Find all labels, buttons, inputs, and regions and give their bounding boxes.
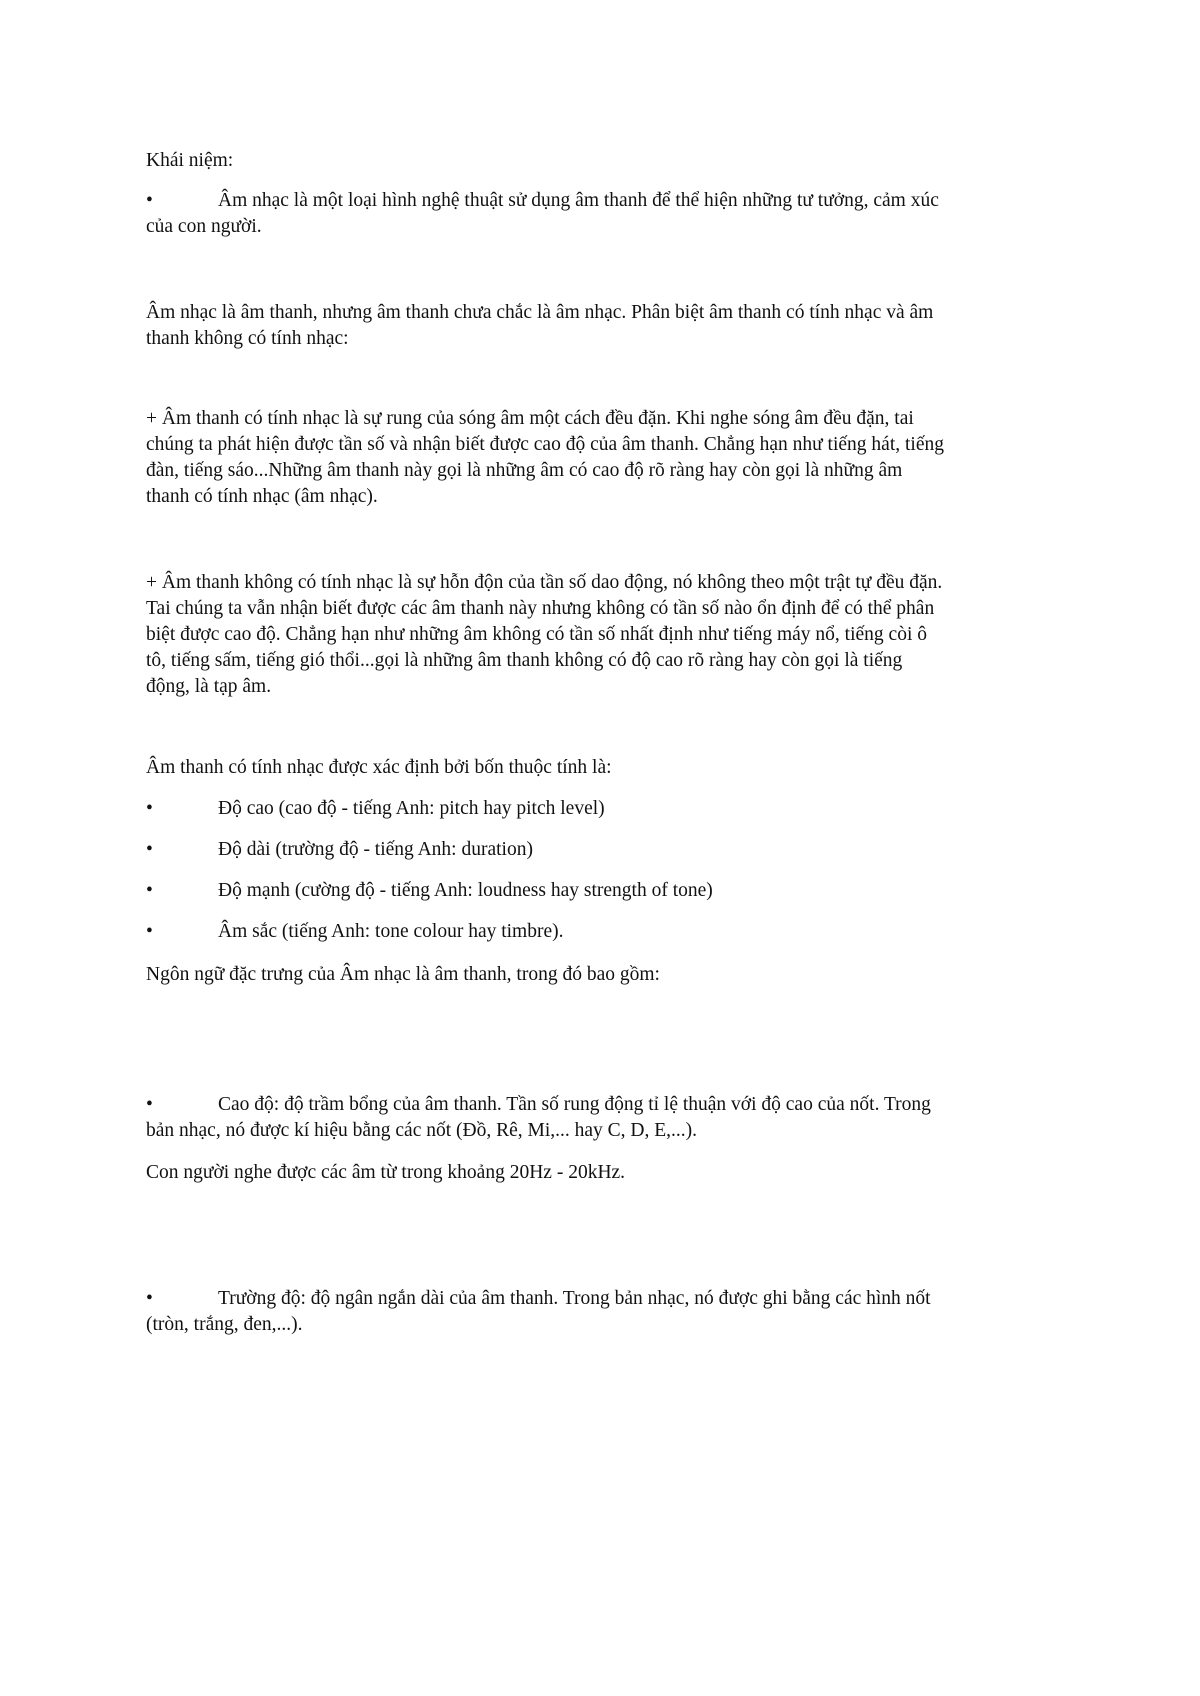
property-item-duration: Độ dài (trường độ - tiếng Anh: duration) <box>218 839 533 860</box>
non-musical-sound-line-4: tô, tiếng sấm, tiếng gió thổi...gọi là những âm thanh không có độ cao rõ ràng hay còn gọi là tiếng <box>146 650 903 671</box>
bullet-marker: • <box>146 839 153 860</box>
distinction-line-2: thanh không có tính nhạc: <box>146 328 349 349</box>
definition-line-1: Âm nhạc là một loại hình nghệ thuật sử dụng âm thanh để thể hiện những tư tưởng, cảm xúc <box>218 190 939 211</box>
property-item-pitch: Độ cao (cao độ - tiếng Anh: pitch hay pitch level) <box>218 798 605 819</box>
musical-sound-line-1: + Âm thanh có tính nhạc là sự rung của sóng âm một cách đều đặn. Khi nghe sóng âm đều đặn, tai <box>146 408 914 429</box>
property-item-timbre: Âm sắc (tiếng Anh: tone colour hay timbre). <box>218 921 564 942</box>
distinction-line-1: Âm nhạc là âm thanh, nhưng âm thanh chưa chắc là âm nhạc. Phân biệt âm thanh có tính nhạc và âm <box>146 302 934 323</box>
non-musical-sound-line-5: động, là tạp âm. <box>146 676 272 697</box>
bullet-marker: • <box>146 921 153 942</box>
non-musical-sound-line-2: Tai chúng ta vẫn nhận biết được các âm thanh này nhưng không có tần số nào ổn định để có thể phân <box>146 598 935 619</box>
duration-item-line-2: (tròn, trắng, đen,...). <box>146 1314 303 1335</box>
bullet-marker: • <box>146 190 153 211</box>
musical-sound-line-4: thanh có tính nhạc (âm nhạc). <box>146 486 378 507</box>
properties-intro: Âm thanh có tính nhạc được xác định bởi bốn thuộc tính là: <box>146 757 612 778</box>
pitch-item-line-1: Cao độ: độ trầm bổng của âm thanh. Tần số rung động tỉ lệ thuận với độ cao của nốt. Trong <box>218 1094 931 1115</box>
duration-item-line-1: Trường độ: độ ngân ngắn dài của âm thanh. Trong bản nhạc, nó được ghi bằng các hình nốt <box>218 1288 931 1309</box>
pitch-item-line-2: bản nhạc, nó được kí hiệu bằng các nốt (Đồ, Rê, Mi,... hay C, D, E,...). <box>146 1120 698 1141</box>
musical-sound-line-2: chúng ta phát hiện được tần số và nhận biết được cao độ của âm thanh. Chẳng hạn như tiếng hát, tiếng <box>146 434 944 455</box>
non-musical-sound-line-3: biệt được cao độ. Chẳng hạn như những âm không có tần số nhất định như tiếng máy nổ, tiếng còi ô <box>146 624 927 645</box>
definition-line-2: của con người. <box>146 216 262 237</box>
bullet-marker: • <box>146 798 153 819</box>
bullet-marker: • <box>146 880 153 901</box>
hearing-range: Con người nghe được các âm từ trong khoảng 20Hz - 20kHz. <box>146 1162 626 1183</box>
non-musical-sound-line-1: + Âm thanh không có tính nhạc là sự hỗn độn của tần số dao động, nó không theo một trật tự đều đặn. <box>146 572 943 593</box>
musical-sound-line-3: đàn, tiếng sáo...Những âm thanh này gọi là những âm có cao độ rõ ràng hay còn gọi là những âm <box>146 460 903 481</box>
language-intro: Ngôn ngữ đặc trưng của Âm nhạc là âm thanh, trong đó bao gồm: <box>146 964 660 985</box>
property-item-loudness: Độ mạnh (cường độ - tiếng Anh: loudness hay strength of tone) <box>218 880 713 901</box>
bullet-marker: • <box>146 1094 153 1115</box>
concept-heading: Khái niệm: <box>146 150 234 171</box>
bullet-marker: • <box>146 1288 153 1309</box>
